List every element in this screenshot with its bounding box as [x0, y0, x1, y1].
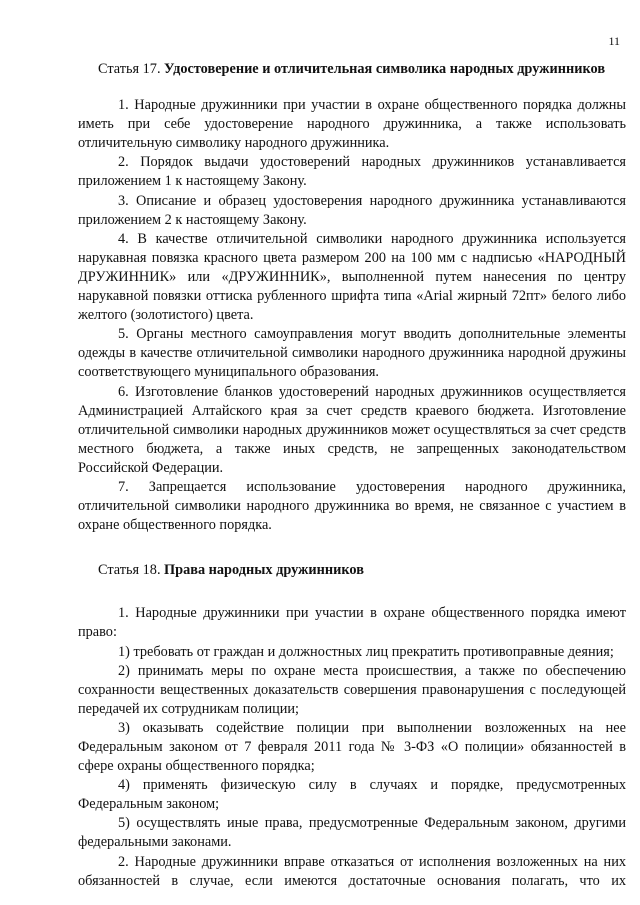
article-number: Статья 18. — [98, 562, 161, 579]
paragraph: 5. Органы местного самоуправления могут вводить дополнительные элементы одежды в качестве отличительной символики народного дружинника народной дружины соответствующего муниципального образования. — [78, 326, 626, 381]
paragraph: 6. Изготовление бланков удостоверений народных дружинников осуществляется Администрацией Алтайского края за счет средств краевого бюджета. Изготовление отличительной символики народных дружинников может осуществляться за счет средств местного бюджета, а также иных средств, не запрещенных законодательством Российской Федерации. — [78, 383, 626, 476]
page-number: 11 — [608, 34, 620, 48]
list-item: 2) принимать меры по охране места происшествия, а также по обеспечению сохранности вещественных доказательств совершения правонарушения с последующей передачей их сотрудникам полиции; — [78, 662, 626, 717]
paragraph: 3. Описание и образец удостоверения народного дружинника устанавливаются приложением 2 к настоящему Закону. — [78, 192, 626, 228]
paragraph: 4. В качестве отличительной символики народного дружинника используется нарукавная повязка красного цвета размером 200 на 100 мм с надписью «НАРОДНЫЙ ДРУЖИННИК» или «ДРУЖИННИК», выполненной путем нанесения по центру нарукавной повязки оттиска рубленного шрифта типа «Arial жирный 72пт» белого либо желтого (золотистого) цвета. — [78, 230, 626, 324]
article-18-heading — [78, 561, 626, 580]
article-17-heading — [78, 60, 626, 79]
article-title: Удостоверение и отличительная символика народных дружинников — [164, 61, 606, 77]
list-item: 3) оказывать содействие полиции при выполнении возложенных на нее Федеральным законом от 7 февраля 2011 года № 3-ФЗ «О полиции» обязанностей в сфере охраны общественного порядка; — [78, 719, 626, 775]
list-item: 1) требовать от граждан и должностных лиц прекратить противоправные деяния; — [118, 643, 614, 660]
paragraph: 2. Порядок выдачи удостоверений народных дружинников устанавливается приложением 1 к настоящему Закону. — [78, 154, 626, 190]
list-item: 5) осуществлять иные права, предусмотренные Федеральным законом, другими федеральными законами. — [78, 815, 626, 851]
paragraph: 7. Запрещается использование удостоверения народного дружинника, отличительной символики народного дружинника во время, не связанное с участием в охране общественного порядка. — [78, 478, 626, 534]
document-body — [78, 60, 626, 891]
paragraph: 1. Народные дружинники при участии в охране общественного порядка имеют право: — [78, 605, 626, 641]
article-title: Права народных дружинников — [164, 562, 364, 579]
list-item: 4) применять физическую силу в случаях и порядке, предусмотренных Федеральным законом; — [78, 777, 626, 813]
article-number: Статья 17. — [98, 61, 161, 77]
paragraph: 2. Народные дружинники вправе отказаться от исполнения возложенных на них обязанностей в случае, если имеются достаточные основания полагать, что их — [78, 853, 626, 889]
paragraph: 1. Народные дружинники при участии в охране общественного порядка должны иметь при себе удостоверение народного дружинника, а также использовать отличительную символику народного дружинника. — [78, 97, 626, 152]
